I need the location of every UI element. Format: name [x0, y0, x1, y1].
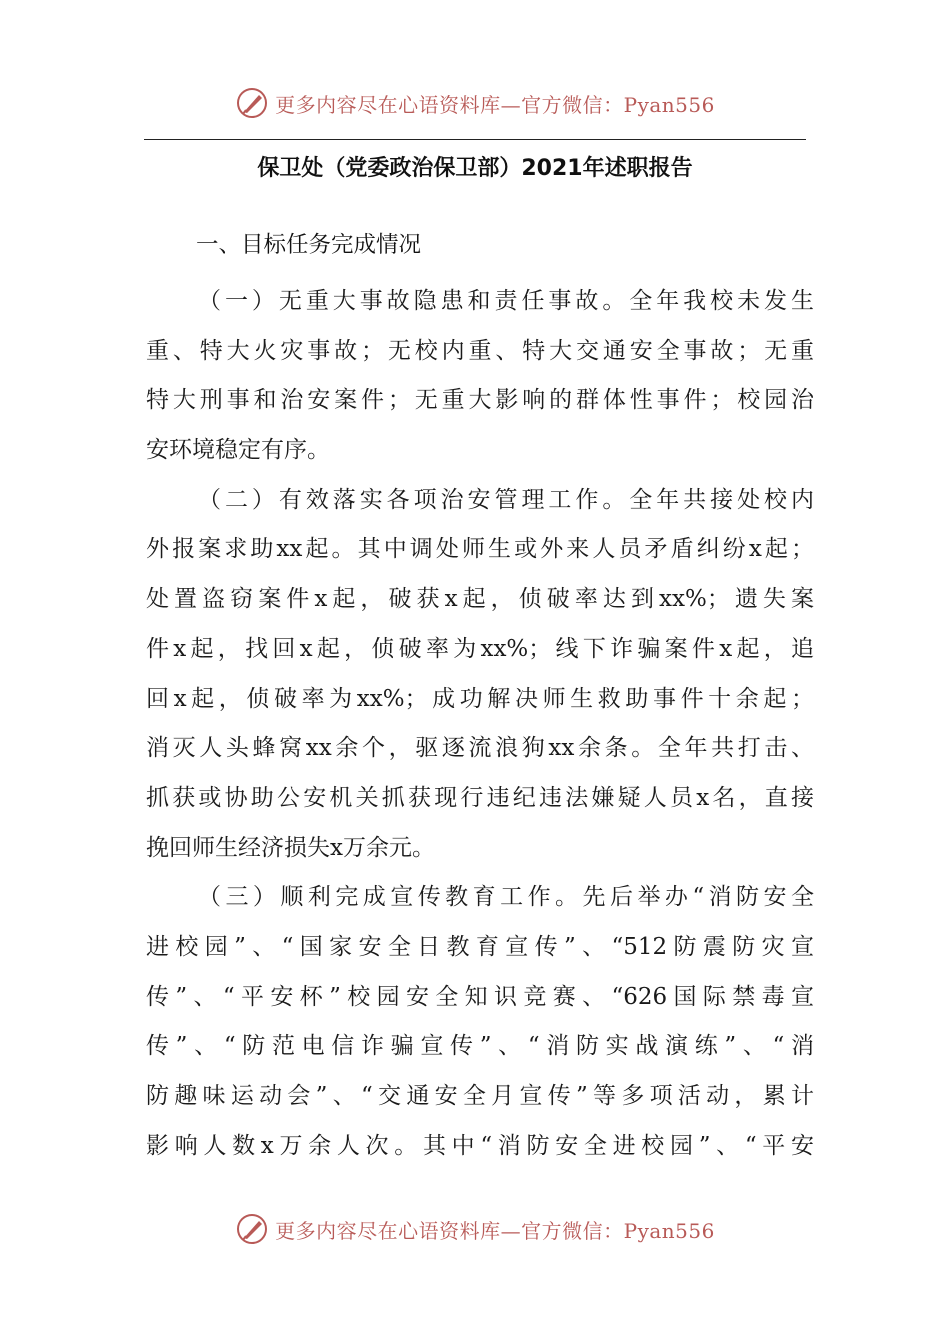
paragraph-line: 挽回师生经济损失x万余元。: [146, 834, 435, 861]
paragraph-line: 进校园”、“国家安全日教育宣传”、“512防震防灾宣: [146, 933, 814, 960]
header-divider: [144, 139, 806, 140]
quill-logo-icon: [235, 1212, 269, 1246]
paragraph-line: （二）有效落实各项治安管理工作。全年共接处校内: [198, 486, 814, 513]
paragraph-line: 特大刑事和治安案件；无重大影响的群体性事件；校园治: [146, 387, 814, 414]
paragraph-line: 重、特大火灾事故；无校内重、特大交通安全事故；无重: [146, 337, 814, 364]
footer-watermark-banner: [0, 1207, 950, 1251]
section-heading: 一、目标任务完成情况: [196, 232, 422, 258]
paragraph-line: （三）顺利完成宣传教育工作。先后举办“消防安全: [198, 884, 814, 911]
paragraph-line: （一）无重大事故隐患和责任事故。全年我校未发生: [198, 288, 814, 314]
document-body: [146, 277, 814, 1171]
paragraph-line: 传”、“平安杯”校园安全知识竞赛、“626国际禁毒宣: [146, 983, 814, 1010]
watermark-text: 更多内容尽在心语资料库—官方微信：Pyan556: [275, 1218, 715, 1243]
paragraph-line: 安环境稳定有序。: [146, 437, 330, 464]
paragraph-line: 抓获或协助公安机关抓获现行违纪违法嫌疑人员x名，直接: [146, 784, 814, 811]
paragraph-line: 影响人数x万余人次。其中“消防安全进校园”、“平安: [146, 1132, 814, 1159]
paragraph-line: 回x起，侦破率为xx%；成功解决师生救助事件十余起；: [146, 685, 814, 712]
paragraph-line: 件x起，找回x起，侦破率为xx%；线下诈骗案件x起，追: [146, 635, 814, 662]
paragraph-line: 传”、“防范电信诈骗宣传”、“消防实战演练”、“消: [146, 1033, 814, 1060]
paragraph-line: 外报案求助xx起。其中调处师生或外来人员矛盾纠纷x起；: [146, 536, 814, 563]
watermark-text: 更多内容尽在心语资料库—官方微信：Pyan556: [275, 92, 715, 117]
paragraph-line: 消灭人头蜂窝xx余个，驱逐流浪狗xx余条。全年共打击、: [146, 735, 814, 762]
quill-logo-icon: [235, 86, 269, 120]
paragraph-line: 处置盗窃案件x起，破获x起，侦破率达到xx%；遗失案: [146, 586, 814, 613]
document-title: 保卫处（党委政治保卫部）2021年述职报告: [257, 156, 693, 181]
header-watermark-banner: [0, 81, 950, 125]
paragraph-line: 防趣味运动会”、“交通安全月宣传”等多项活动，累计: [146, 1083, 814, 1109]
